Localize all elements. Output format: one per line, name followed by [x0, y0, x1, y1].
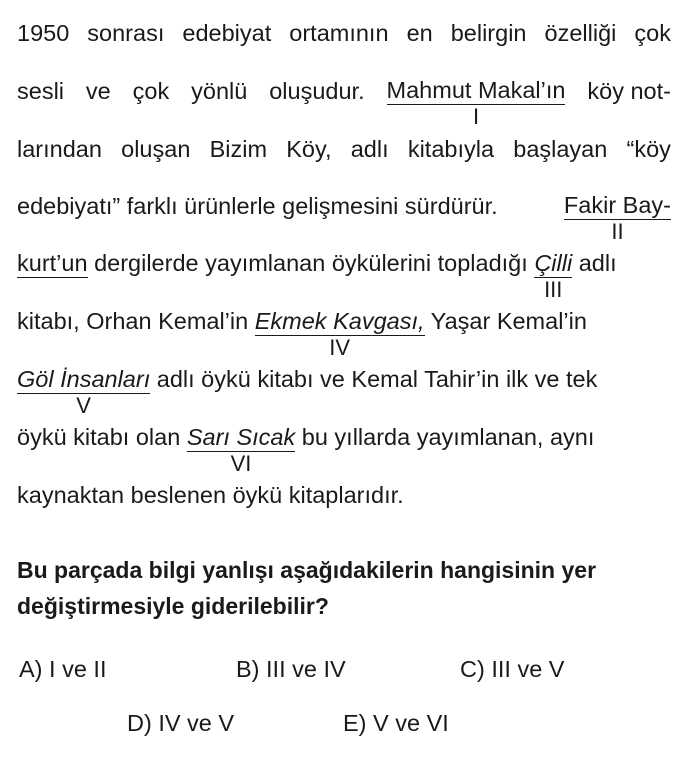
- word: özelliği: [544, 20, 617, 46]
- underlined-text-6: Sarı Sıcak: [186, 424, 296, 450]
- word: oluşan: [121, 136, 191, 162]
- option-c[interactable]: C) III ve V: [460, 656, 565, 682]
- underlined-item-2-cont: [17, 250, 88, 278]
- word: çok: [132, 78, 170, 104]
- underlined-text-2: Fakir Bay-: [563, 192, 671, 218]
- text-segment: kitabı, Orhan Kemal’in: [17, 308, 249, 334]
- word: ve: [85, 78, 111, 104]
- word: oluşudur.: [269, 78, 365, 104]
- question-line-2: değiştirmesiyle giderilebilir?: [17, 593, 329, 619]
- text-segment: dergilerde yayımlanan öykülerini topladığı: [94, 250, 528, 276]
- underlined-item-1: [386, 77, 566, 129]
- text-segment: öykü kitabı olan: [17, 424, 181, 450]
- passage-line-6: [17, 307, 587, 360]
- word: çok: [634, 20, 671, 46]
- passage-line-1: [17, 19, 671, 47]
- text-segment: adlı öykü kitabı ve Kemal Tahir’in ilk ve tek: [156, 366, 598, 392]
- roman-numeral-1: I: [472, 104, 480, 129]
- passage-line-9: [17, 481, 404, 509]
- word: yönlü: [191, 78, 248, 104]
- underlined-item-5: [17, 366, 151, 418]
- text-segment: köy not-: [587, 78, 671, 104]
- underlined-text-3: Çilli: [534, 250, 573, 276]
- word: “köy: [626, 136, 671, 162]
- word: ortamının: [289, 20, 389, 46]
- option-b[interactable]: B) III ve IV: [236, 656, 346, 682]
- underlined-item-3: [534, 250, 573, 302]
- text-segment: kaynaktan beslenen öykü kitaplarıdır.: [17, 482, 404, 508]
- underlined-item-4: [254, 308, 425, 360]
- word: başlayan: [513, 136, 608, 162]
- word: sesli: [17, 78, 65, 104]
- underlined-item-2: [563, 192, 671, 244]
- roman-numeral-4: IV: [329, 335, 351, 360]
- word: larından: [17, 136, 102, 162]
- question-line-1: Bu parçada bilgi yanlışı aşağıdakilerin hangisinin yer: [17, 557, 597, 583]
- word: adlı: [350, 136, 389, 162]
- passage-line-2: [17, 77, 671, 129]
- passage-line-8: [17, 423, 595, 476]
- option-a[interactable]: A) I ve II: [19, 656, 107, 682]
- passage-line-4: [17, 192, 671, 244]
- word: Köy,: [286, 136, 332, 162]
- underlined-text-1: Mahmut Makal’ın: [386, 77, 566, 103]
- word: 1950: [17, 20, 70, 46]
- text-segment: edebiyatı” farklı ürünlerle gelişmesini sürdürür.: [17, 193, 498, 219]
- word: sonrası: [87, 20, 165, 46]
- text-segment: Yaşar Kemal’in: [430, 308, 587, 334]
- text-segment: bu yıllarda yayımlanan, aynı: [301, 424, 595, 450]
- word: edebiyat: [182, 20, 272, 46]
- word: en: [406, 20, 433, 46]
- word: kitabıyla: [407, 136, 495, 162]
- underlined-text-4: Ekmek Kavgası,: [254, 308, 425, 334]
- word: belirgin: [450, 20, 527, 46]
- option-d[interactable]: D) IV ve V: [127, 710, 235, 736]
- underlined-text-5: Göl İnsanları: [17, 366, 151, 392]
- roman-numeral-5: V: [76, 393, 91, 418]
- underlined-item-6: [186, 424, 296, 476]
- option-e[interactable]: E) V ve VI: [343, 710, 449, 736]
- passage-line-5: [17, 249, 617, 302]
- roman-numeral-3: III: [544, 277, 563, 302]
- text-segment: adlı: [578, 250, 617, 276]
- roman-numeral-2: II: [611, 219, 624, 244]
- passage-line-3: [17, 135, 671, 163]
- roman-numeral-6: VI: [230, 451, 252, 476]
- underlined-text-2b: kurt’un: [17, 250, 88, 276]
- word: Bizim: [209, 136, 268, 162]
- passage-line-7: [17, 365, 598, 418]
